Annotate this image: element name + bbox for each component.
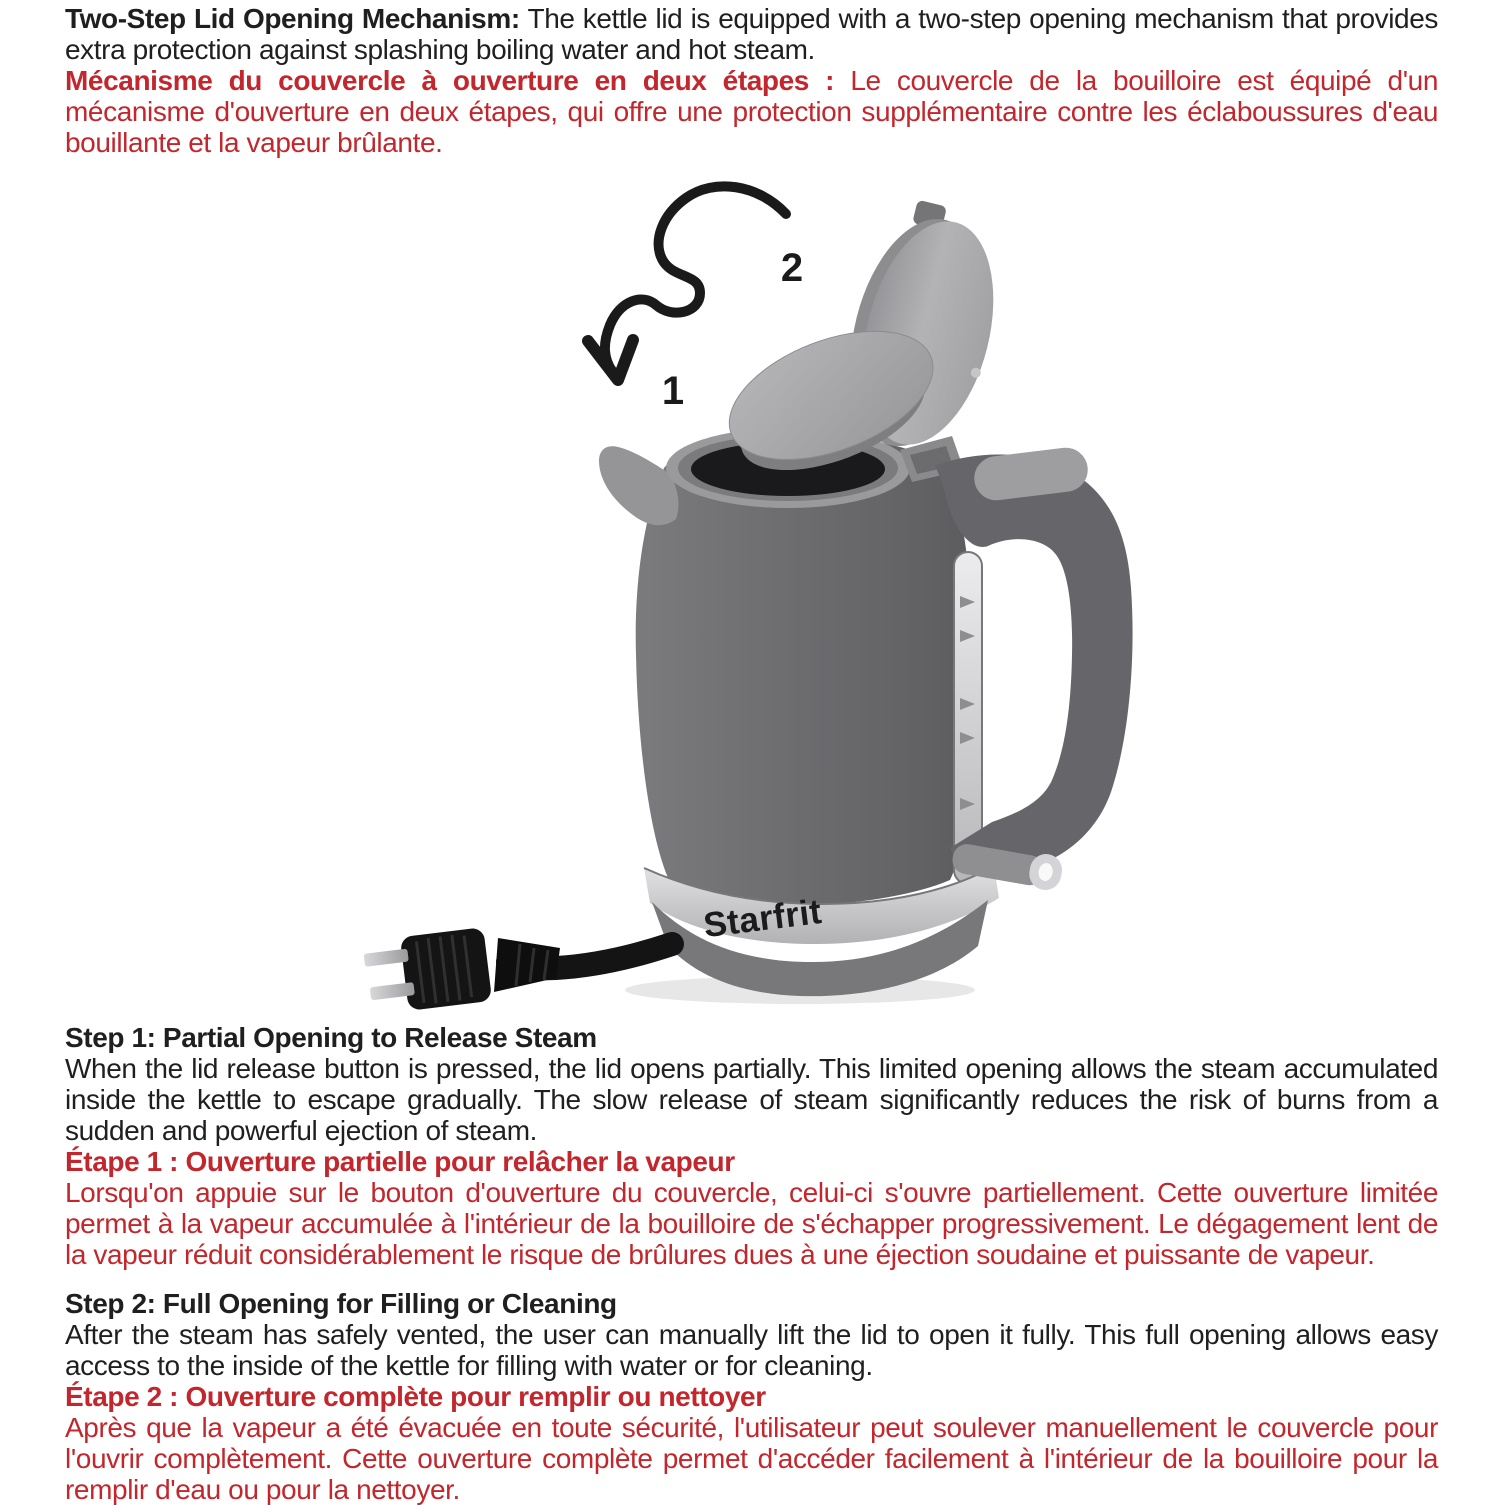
intro-paragraph-fr (65, 65, 1438, 158)
plug-body (400, 927, 492, 1011)
step2-heading-en: Step 2: Full Opening for Filling or Cleaning (65, 1288, 617, 1319)
power-plug (362, 927, 492, 1015)
cord-strain-relief (494, 938, 560, 992)
intro-paragraph-en (65, 3, 1438, 65)
kettle-illustration (0, 168, 1500, 1020)
step1-section (65, 1022, 1438, 1270)
kettle-spout (599, 446, 678, 525)
intro-lead-fr: Mécanisme du couvercle à ouverture en deux étapes : (65, 65, 835, 96)
intro-lead-en: Two-Step Lid Opening Mechanism: (65, 3, 520, 34)
step1-body-fr: Lorsqu'on appuie sur le bouton d'ouverture du couvercle, celui-ci s'ouvre partiellement. Cette ouverture limitée permet à la vapeur accumulée à l'intérieur de la bouilloire de s'échapper progressivement. Le dégagement lent de la vapeur réduit considérablement le risque de brûlures dues à une éjection soudaine et puissante de vapeur. (65, 1177, 1438, 1270)
step1-callout-number: 1 (661, 369, 685, 413)
plug-prong-top (364, 949, 409, 967)
kettle-figure-svg (0, 168, 1500, 1020)
step1-heading-en: Step 1: Partial Opening to Release Steam (65, 1022, 597, 1053)
step2-section (65, 1288, 1438, 1505)
step2-heading-fr: Étape 2 : Ouverture complète pour remplir ou nettoyer (65, 1381, 766, 1412)
step1-body-en: When the lid release button is pressed, the lid opens partially. This limited opening allows the steam accumulated inside the kettle to escape gradually. The slow release of steam significantly reduces the risk of burns from a sudden and powerful ejection of steam. (65, 1053, 1438, 1146)
step1-heading-fr: Étape 1 : Ouverture partielle pour relâcher la vapeur (65, 1146, 735, 1177)
step2-body-fr: Après que la vapeur a été évacuée en toute sécurité, l'utilisateur peut soulever manuellement le couvercle pour l'ouvrir complètement. Cette ouverture complète permet d'accéder facilement à l'intérieur de la bouilloire pour la remplir d'eau ou pour la nettoyer. (65, 1412, 1438, 1505)
intro-section (65, 3, 1438, 158)
step2-callout-number: 2 (780, 246, 804, 290)
step2-body-en: After the steam has safely vented, the user can manually lift the lid to open it fully. This full opening allows easy access to the inside of the kettle for filling with water or for cleaning. (65, 1319, 1438, 1381)
intro-body-fr: Le couvercle de la bouilloire est équipé d'un mécanisme d'ouverture en deux étapes, qui offre une protection supplémentaire contre les éclaboussures d'eau bouillante et la vapeur brûlante. (65, 65, 1438, 158)
intro-body-en: The kettle lid is equipped with a two-step opening mechanism that provides extra protection against splashing boiling water and hot steam. (65, 3, 1439, 65)
brand-logo-text: Starfrit (701, 891, 824, 946)
